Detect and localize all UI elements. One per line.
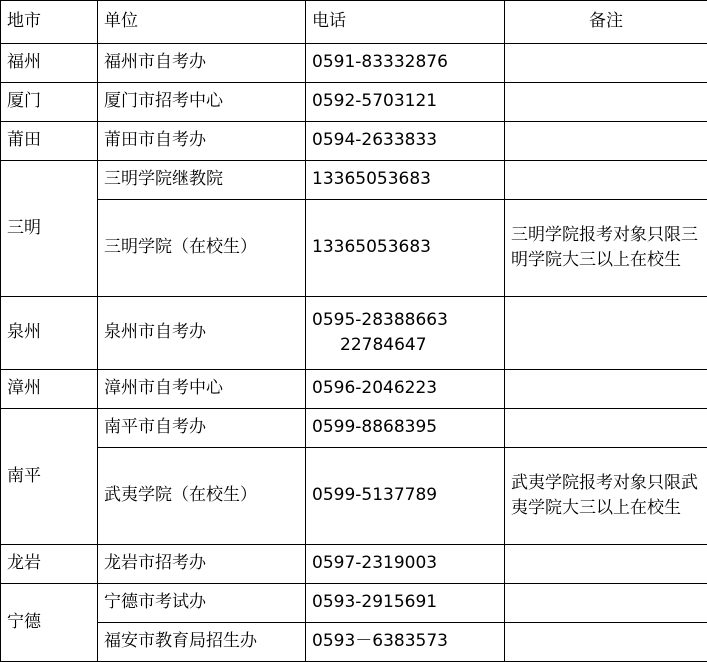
- note-longyan: [505, 545, 707, 584]
- phone-sanming-students: 13365053683: [306, 200, 505, 297]
- unit-sanming-students: 三明学院（在校生）: [98, 200, 306, 297]
- note-sanming-students: 三明学院报考对象只限三明学院大三以上在校生: [505, 200, 707, 297]
- table-row: [1, 122, 707, 161]
- note-fuan: [505, 623, 707, 662]
- table-row: [1, 83, 707, 122]
- table-row: [1, 409, 707, 448]
- unit-ningde: 宁德市考试办: [98, 584, 306, 623]
- table-row: [1, 200, 707, 297]
- table-row: [1, 370, 707, 409]
- note-nanping: [505, 409, 707, 448]
- table-header-row: [1, 1, 707, 44]
- region-longyan: 龙岩: [1, 545, 98, 584]
- phone-nanping: 0599-8868395: [306, 409, 505, 448]
- phone-quanzhou-line2: 22784647: [312, 333, 498, 359]
- region-nanping: 南平: [1, 409, 98, 545]
- region-ningde: 宁德: [1, 584, 98, 662]
- unit-sanming-jijiaoyuan: 三明学院继教院: [98, 161, 306, 200]
- region-sanming: 三明: [1, 161, 98, 297]
- phone-quanzhou: [306, 297, 505, 370]
- note-fuzhou: [505, 44, 707, 83]
- header-region: 地市: [1, 1, 98, 44]
- header-phone: 电话: [306, 1, 505, 44]
- table-row: [1, 584, 707, 623]
- note-quanzhou: [505, 297, 707, 370]
- note-wuyi-students: 武夷学院报考对象只限武夷学院大三以上在校生: [505, 448, 707, 545]
- unit-zhangzhou: 漳州市自考中心: [98, 370, 306, 409]
- region-xiamen: 厦门: [1, 83, 98, 122]
- unit-xiamen: 厦门市招考中心: [98, 83, 306, 122]
- phone-putian: 0594-2633833: [306, 122, 505, 161]
- table-row: [1, 297, 707, 370]
- phone-fuzhou: 0591-83332876: [306, 44, 505, 83]
- unit-longyan: 龙岩市招考办: [98, 545, 306, 584]
- note-putian: [505, 122, 707, 161]
- phone-wuyi-students: 0599-5137789: [306, 448, 505, 545]
- unit-wuyi-students: 武夷学院（在校生）: [98, 448, 306, 545]
- region-putian: 莆田: [1, 122, 98, 161]
- note-zhangzhou: [505, 370, 707, 409]
- region-fuzhou: 福州: [1, 44, 98, 83]
- region-quanzhou: 泉州: [1, 297, 98, 370]
- phone-longyan: 0597-2319003: [306, 545, 505, 584]
- phone-xiamen: 0592-5703121: [306, 83, 505, 122]
- unit-fuan: 福安市教育局招生办: [98, 623, 306, 662]
- note-ningde: [505, 584, 707, 623]
- unit-quanzhou: 泉州市自考办: [98, 297, 306, 370]
- phone-sanming-jijiaoyuan: 13365053683: [306, 161, 505, 200]
- phone-zhangzhou: 0596-2046223: [306, 370, 505, 409]
- phone-quanzhou-line1: 0595-28388663: [312, 310, 448, 330]
- unit-putian: 莆田市自考办: [98, 122, 306, 161]
- table-row: [1, 623, 707, 662]
- phone-fuan: 0593－6383573: [306, 623, 505, 662]
- unit-nanping: 南平市自考办: [98, 409, 306, 448]
- note-sanming-jijiaoyuan: [505, 161, 707, 200]
- table-row: [1, 161, 707, 200]
- note-xiamen: [505, 83, 707, 122]
- region-zhangzhou: 漳州: [1, 370, 98, 409]
- table-row: [1, 448, 707, 545]
- unit-fuzhou: 福州市自考办: [98, 44, 306, 83]
- header-unit: 单位: [98, 1, 306, 44]
- table-row: [1, 545, 707, 584]
- header-note: 备注: [505, 1, 707, 44]
- table-row: [1, 44, 707, 83]
- phone-ningde: 0593-2915691: [306, 584, 505, 623]
